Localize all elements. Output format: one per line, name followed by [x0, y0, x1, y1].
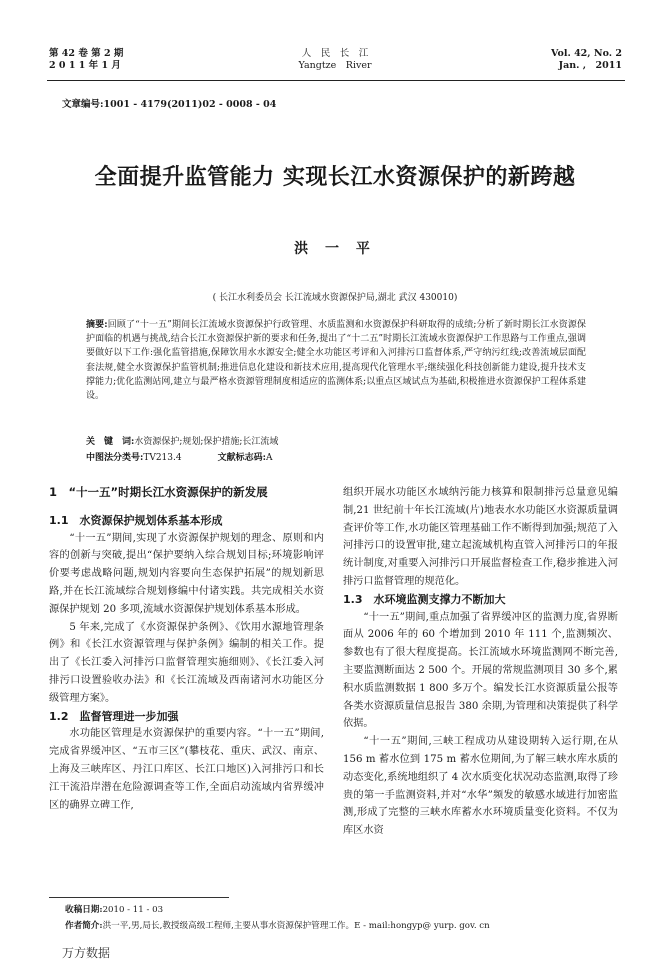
received-label: 收稿日期: [65, 905, 103, 915]
subsection-heading-1-3: 1.3 水环境监测支撑力不断加大 [343, 592, 506, 606]
right-column [343, 484, 618, 840]
author-affiliation: ( 长江水利委员会 长江流域水资源保护局,湖北 武汉 430010) [212, 293, 458, 303]
keywords-text: 水资源保护;规划;保护措施;长江流域 [134, 437, 279, 447]
classification [86, 450, 272, 463]
abstract-label: 摘要: [86, 320, 108, 330]
subsection-heading-1-1: 1.1 水资源保护规划体系基本形成 [49, 513, 223, 527]
header-rule [47, 80, 625, 81]
volume-issue-line: 第 42 卷 第 2 期 [49, 48, 124, 59]
author-bio [65, 919, 625, 931]
received-value: 2010 - 11 - 03 [102, 905, 164, 915]
paragraph: 水功能区管理是水资源保护的重要内容。“十一五”期间,完成省界缓冲区、“五市三区”(攀枝花、重庆、武汉、南京、上海及三峡库区、丹江口库区、长江口地区)入河排污口和长江干流沿岸潜在危险源调查等工作,全面启动流域内省界缓冲区的确界立碑工作, [49, 728, 324, 811]
footnote-rule [49, 897, 229, 898]
volume-en-line: Vol. 42, No. 2 [551, 48, 622, 59]
date-line: 2 0 1 1 年 1 月 [49, 60, 121, 71]
paragraph: “十一五”期间,三峡工程成功从建设期转入运行期,在从 156 m 蓄水位到 175 m 蓄水位期间,为了解三峡水库水质的动态变化,系统地组织了 4 次水质变化状况动态监测,取得了珍贵的第一手监测资料,并对“水华”频发的敏感水域进行加密监测,形成了完整的三峡水库蓄水水环境质量变化资料。不仅为库区水资 [343, 736, 618, 837]
article-title: 全面提升监管能力 实现长江水资源保护的新跨越 [94, 165, 576, 190]
received-date [65, 903, 163, 915]
paragraph: “十一五”期间,实现了水资源保护规划的理念、原则和内容的创新与突破,提出“保护要纳入综合规划目标;环境影响评价要考虑战略问题,规划内容要向生态保护拓展”的规划新思路,并在长江流域综合规划修编中付诸实践。共完成相关水资源保护规划 20 多项,流域水资源保护规划体系基本形成。 [49, 532, 324, 615]
keywords-label: 关 键 词: [86, 437, 135, 447]
journal-name-cn: 人 民 长 江 [301, 48, 369, 59]
abstract [86, 318, 586, 403]
paragraph: “十一五”期间,重点加强了省界缓冲区的监测力度,省界断面从 2006 年的 60 个增加到 2010 年 111 个,监测频次、参数也有了很大程度提高。长江流域水环境监测网不断完善,主要监测断面达 2 500 个。开展的常规监测项目 30 多个,累积水质监测数据 1 800 多万个。编发长江水资源质量公报等各类水资源质量信息报告 380 余期,为管理和决策提供了科学依据。 [343, 611, 618, 730]
abstract-text: 回顾了“十一五”期间长江流域水资源保护行政管理、水质监测和水资源保护科研取得的成绩;分析了新时期长江水资源保护面临的机遇与挑战,结合长江水资源保护新的要求和任务,提出了“十二五”时期长江流域水资源保护工作思路与工作重点,强调要做好以下工作:强化监管措施,保障饮用水水源安全;健全水功能区考评和入河排污口监督体系,严守纳污红线;改善流域层面配套法规,健全水资源保护监管机制;推进信息化建设和新技术应用,提高现代化管理水平;继续强化科技创新能力建设,提升技术支撑能力;优化监测站网,建立与最严格水资源管理制度相适应的监测体系;以重点区域试点为基础,积极推进水资源保护工程体系建设。 [86, 320, 586, 402]
journal-volume-issue [49, 48, 123, 72]
clc-label: 中图法分类号: [86, 453, 144, 463]
clc-value: TV213.4 [143, 453, 182, 463]
keywords [86, 434, 278, 447]
doc-code-value: A [265, 453, 273, 463]
journal-volume-en [551, 48, 622, 72]
bio-value: 洪一平,男,局长,教授级高级工程师,主要从事水资源保护管理工作。E - mail:hongyp@ yurp. gov. cn [102, 921, 490, 931]
paragraph: 5 年来,完成了《水资源保护条例》、《饮用水源地管理条例》和《长江水资源管理与保护条例》编制的相关工作。提出了《长江委入河排污口监督管理实施细则》、《长江委入河排污口设置验收办法》和《长江流域及西南诸河水功能区分级管理方案》。 [49, 621, 324, 704]
left-column [49, 484, 324, 814]
section-heading-1: 1 “十一五”时期长江水资源保护的新发展 [49, 485, 268, 499]
author-name: 洪 一 平 [294, 241, 376, 257]
paragraph: 组织开展水功能区水域纳污能力核算和限制排污总量意见编制,21 世纪前十年长江流域(片)地表水水功能区水资源质量调查评价等工作,水功能区管理基础工作不断得到加强;规范了入河排污口的设置审批,建立起流域机构直管入河排污口的年报统计制度,对重要入河排污口开展监督检查工作,稳步推进入河排污口监督管理的规范化。 [343, 487, 618, 587]
article-number: 文章编号:1001 - 4179(2011)02 - 0008 - 04 [62, 99, 277, 110]
bio-label: 作者简介: [65, 921, 103, 931]
journal-name [235, 48, 435, 72]
watermark: 万方数据 [62, 946, 111, 960]
subsection-heading-1-2: 1.2 监督管理进一步加强 [49, 709, 179, 723]
journal-name-en: Yangtze River [298, 60, 372, 71]
date-en-line: Jan. , 2011 [558, 60, 622, 71]
doc-code-label: 文献标志码: [217, 453, 266, 463]
